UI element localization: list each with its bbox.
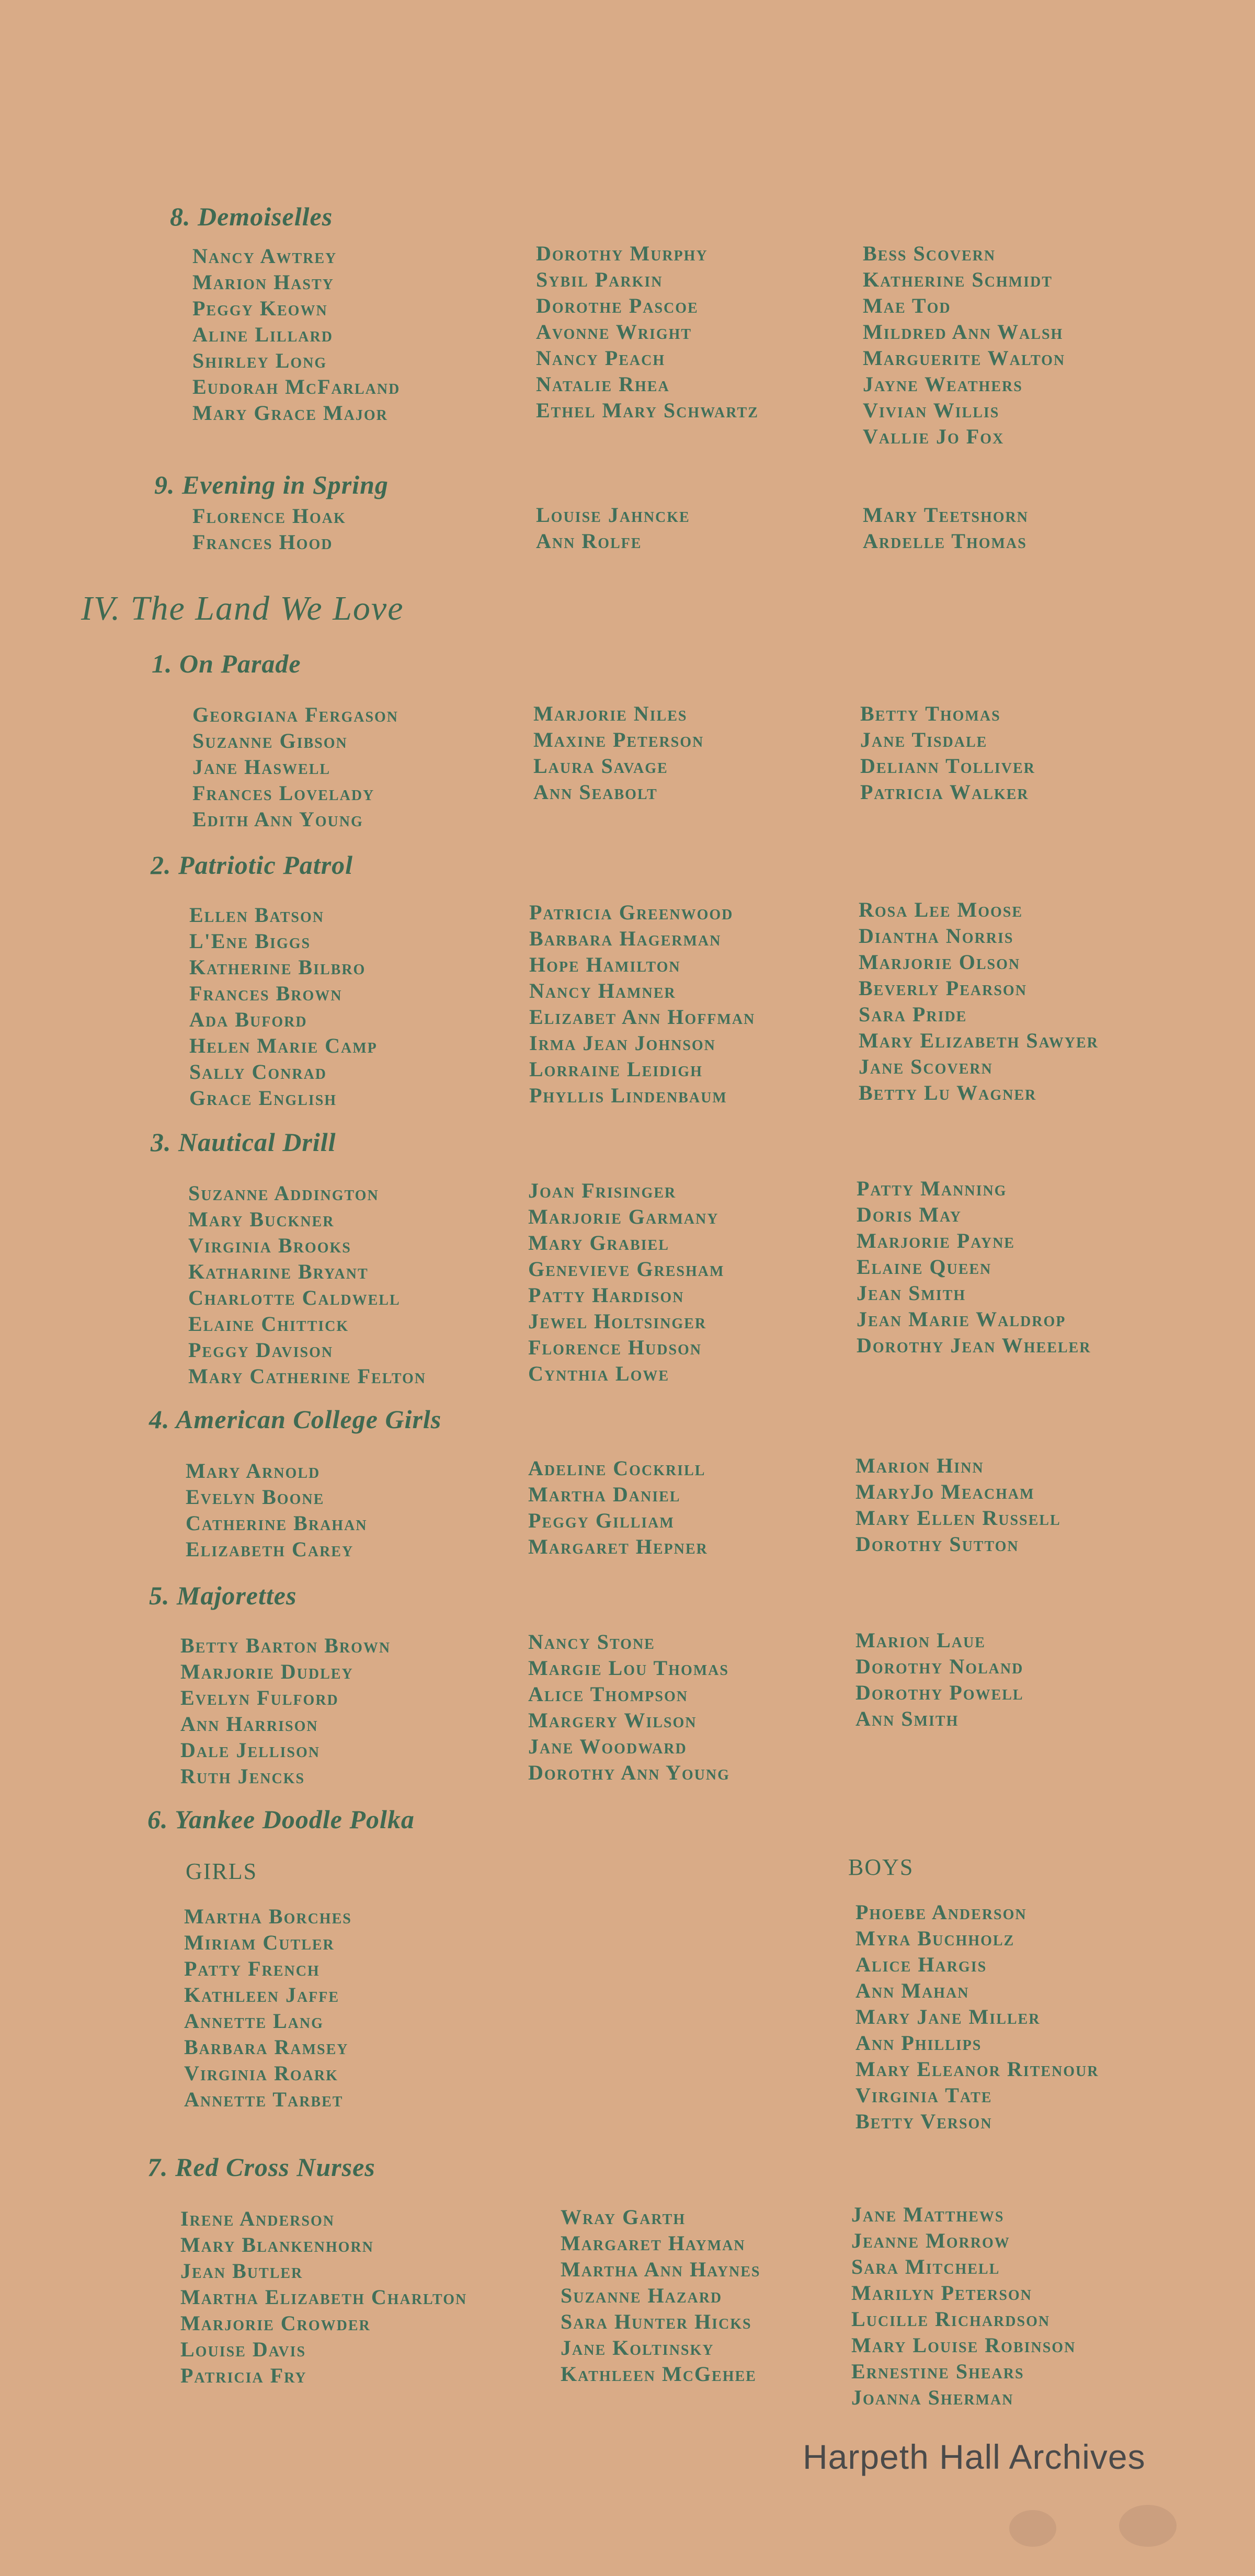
demoiselles-column-3 bbox=[863, 241, 1065, 450]
nautical-drill-column-2 bbox=[528, 1178, 724, 1387]
performer-name: Diantha Norris bbox=[859, 924, 1014, 948]
performer-name: Suzanne Addington bbox=[188, 1181, 379, 1205]
performer-name: Katherine Schmidt bbox=[863, 268, 1053, 291]
performer-name: Annette Lang bbox=[184, 2009, 324, 2033]
performer-name: Patty Manning bbox=[857, 1177, 1007, 1200]
performer-name: Marion Laue bbox=[855, 1628, 986, 1652]
performer-name: Grace English bbox=[189, 1086, 337, 1110]
performer-name: Patty French bbox=[184, 1957, 320, 1980]
performer-name: Frances Hood bbox=[192, 530, 333, 554]
majorettes-column-2 bbox=[528, 1629, 730, 1786]
performer-name: Martha Daniel bbox=[528, 1483, 681, 1506]
performer-name: Barbara Ramsey bbox=[184, 2035, 349, 2059]
performer-name: Nancy Peach bbox=[536, 346, 666, 370]
performer-name: Eudorah McFarland bbox=[192, 375, 401, 398]
performer-name: Mae Tod bbox=[863, 294, 951, 317]
red-cross-nurses-column-1 bbox=[180, 2206, 467, 2389]
performer-name: Natalie Rhea bbox=[536, 372, 670, 396]
section-title-american-college-girls: 4. American College Girls bbox=[149, 1405, 442, 1434]
performer-name: Margery Wilson bbox=[528, 1708, 697, 1732]
performer-name: Lorraine Leidigh bbox=[529, 1057, 703, 1081]
section-title-majorettes: 5. Majorettes bbox=[149, 1581, 297, 1610]
performer-name: Evelyn Fulford bbox=[180, 1686, 339, 1709]
performer-name: Georgiana Fergason bbox=[192, 703, 399, 726]
performer-name: Katherine Bilbro bbox=[189, 955, 366, 979]
performer-name: Dorothy Sutton bbox=[855, 1532, 1019, 1556]
performer-name: Mary Eleanor Ritenour bbox=[855, 2057, 1099, 2081]
performer-name: Jane Scovern bbox=[859, 1055, 993, 1078]
performer-name: Ann Mahan bbox=[855, 1979, 969, 2002]
performer-name: Irene Anderson bbox=[180, 2207, 335, 2230]
performer-name: Sara Hunter Hicks bbox=[561, 2310, 752, 2333]
performer-name: Jane Matthews bbox=[851, 2203, 1005, 2226]
performer-name: Marilyn Peterson bbox=[851, 2281, 1032, 2305]
performer-name: Ann Seabolt bbox=[533, 780, 658, 804]
performer-name: Peggy Gilliam bbox=[528, 1509, 675, 1532]
demoiselles-column-1 bbox=[192, 243, 400, 426]
performer-name: Frances Lovelady bbox=[192, 781, 375, 805]
performer-name: Ann Rolfe bbox=[536, 529, 642, 553]
performer-name: Betty Barton Brown bbox=[180, 1634, 391, 1657]
performer-name: Mary Ellen Russell bbox=[855, 1506, 1061, 1530]
performer-name: Kathleen Jaffe bbox=[184, 1983, 340, 2007]
majorettes-column-3 bbox=[855, 1627, 1024, 1732]
red-cross-nurses-column-3 bbox=[851, 2202, 1076, 2411]
american-college-girls-column-1 bbox=[186, 1458, 368, 1563]
performer-name: Elaine Queen bbox=[857, 1255, 992, 1279]
performer-name: Mary Grabiel bbox=[528, 1231, 669, 1255]
performer-name: Rosa Lee Moose bbox=[859, 898, 1023, 921]
performer-name: Jane Woodward bbox=[528, 1735, 687, 1758]
performer-name: Margaret Hepner bbox=[528, 1535, 708, 1558]
performer-name: Frances Brown bbox=[189, 982, 343, 1005]
performer-name: Jayne Weathers bbox=[863, 372, 1023, 396]
patriotic-patrol-column-1 bbox=[189, 902, 378, 1111]
performer-name: Louise Davis bbox=[180, 2338, 306, 2361]
performer-name: Mary Jane Miller bbox=[855, 2005, 1041, 2028]
performer-name: Louise Jahncke bbox=[536, 503, 690, 527]
performer-name: Vivian Willis bbox=[863, 398, 1000, 422]
section-title-red-cross-nurses: 7. Red Cross Nurses bbox=[147, 2152, 375, 2182]
evening-in-spring-column-3 bbox=[863, 502, 1029, 554]
performer-name: Peggy Davison bbox=[188, 1338, 334, 1362]
on-parade-column-1 bbox=[192, 702, 398, 833]
performer-name: Florence Hudson bbox=[528, 1336, 702, 1359]
performer-name: Maxine Peterson bbox=[533, 728, 704, 751]
performer-name: Vallie Jo Fox bbox=[863, 425, 1005, 448]
paper-stain bbox=[1119, 2505, 1177, 2547]
performer-name: Ardelle Thomas bbox=[863, 529, 1027, 553]
performer-name: Jane Koltinsky bbox=[561, 2336, 714, 2360]
performer-name: Hope Hamilton bbox=[529, 953, 681, 976]
archive-watermark: Harpeth Hall Archives bbox=[803, 2437, 1146, 2476]
performer-name: Mary Catherine Felton bbox=[188, 1364, 426, 1388]
performer-name: Deliann Tolliver bbox=[860, 754, 1035, 778]
performer-name: Beverly Pearson bbox=[859, 976, 1027, 1000]
performer-name: Suzanne Gibson bbox=[192, 729, 348, 753]
on-parade-column-3 bbox=[860, 701, 1035, 805]
boys-label: BOYS bbox=[848, 1854, 914, 1880]
yankee-doodle-boys-column bbox=[855, 1899, 1099, 2135]
performer-name: Marjorie Dudley bbox=[180, 1660, 353, 1683]
performer-name: Mary Grace Major bbox=[192, 401, 388, 425]
performer-name: Barbara Hagerman bbox=[529, 927, 722, 950]
performer-name: Charlotte Caldwell bbox=[188, 1286, 401, 1309]
performer-name: Dorothy Noland bbox=[855, 1655, 1024, 1678]
performer-name: Dorothy Murphy bbox=[536, 242, 708, 265]
performer-name: Martha Borches bbox=[184, 1905, 352, 1928]
performer-name: Jane Haswell bbox=[192, 755, 331, 779]
section-title-yankee-doodle-polka: 6. Yankee Doodle Polka bbox=[147, 1805, 415, 1834]
performer-name: L'Ene Biggs bbox=[189, 929, 311, 953]
patriotic-patrol-column-3 bbox=[859, 897, 1099, 1106]
performer-name: Wray Garth bbox=[561, 2205, 686, 2229]
performer-name: Lucille Richardson bbox=[851, 2307, 1051, 2331]
performer-name: Joanna Sherman bbox=[851, 2386, 1014, 2409]
performer-name: Jewel Holtsinger bbox=[528, 1309, 707, 1333]
section-title-on-parade: 1. On Parade bbox=[152, 649, 301, 678]
performer-name: Marjorie Crowder bbox=[180, 2311, 371, 2335]
on-parade-column-2 bbox=[533, 701, 704, 805]
nautical-drill-column-3 bbox=[857, 1176, 1091, 1359]
performer-name: Shirley Long bbox=[192, 349, 327, 372]
performer-name: Elizabet Ann Hoffman bbox=[529, 1005, 756, 1029]
section-title-nautical-drill: 3. Nautical Drill bbox=[151, 1127, 336, 1157]
section-title-evening-in-spring: 9. Evening in Spring bbox=[154, 470, 389, 499]
red-cross-nurses-column-2 bbox=[561, 2204, 760, 2387]
performer-name: Alice Hargis bbox=[855, 1953, 987, 1976]
performer-name: Alice Thompson bbox=[528, 1682, 688, 1706]
performer-name: Betty Thomas bbox=[860, 702, 1001, 725]
performer-name: Mary Louise Robinson bbox=[851, 2333, 1076, 2357]
performer-name: MaryJo Meacham bbox=[855, 1480, 1035, 1503]
performer-name: Mary Blankenhorn bbox=[180, 2233, 374, 2256]
performer-name: Nancy Stone bbox=[528, 1630, 655, 1654]
performer-name: Marion Hinn bbox=[855, 1454, 984, 1477]
performer-name: Mildred Ann Walsh bbox=[863, 320, 1064, 344]
performer-name: Mary Teetshorn bbox=[863, 503, 1029, 527]
evening-in-spring-column-2 bbox=[536, 502, 690, 554]
performer-name: Jean Marie Waldrop bbox=[857, 1307, 1066, 1331]
performer-name: Helen Marie Camp bbox=[189, 1034, 378, 1057]
performer-name: Elaine Chittick bbox=[188, 1312, 349, 1336]
nautical-drill-column-1 bbox=[188, 1180, 426, 1389]
performer-name: Marion Hasty bbox=[192, 270, 334, 294]
performer-name: Jane Tisdale bbox=[860, 728, 988, 751]
performer-name: Dale Jellison bbox=[180, 1738, 320, 1762]
performer-name: Ann Smith bbox=[855, 1707, 959, 1730]
performer-name: Patty Hardison bbox=[528, 1283, 684, 1307]
performer-name: Dorothy Ann Young bbox=[528, 1761, 730, 1784]
performer-name: Genevieve Gresham bbox=[528, 1257, 725, 1281]
performer-name: Adeline Cockrill bbox=[528, 1456, 706, 1480]
performer-name: Patricia Greenwood bbox=[529, 901, 734, 924]
performer-name: Martha Ann Haynes bbox=[561, 2258, 761, 2281]
performer-name: Irma Jean Johnson bbox=[529, 1031, 716, 1055]
performer-name: Dorothy Jean Wheeler bbox=[857, 1333, 1091, 1357]
section-title-patriotic-patrol: 2. Patriotic Patrol bbox=[151, 850, 353, 880]
performer-name: Catherine Brahan bbox=[186, 1511, 368, 1535]
performer-name: Sara Pride bbox=[859, 1002, 967, 1026]
performer-name: Peggy Keown bbox=[192, 297, 328, 320]
performer-name: Nancy Awtrey bbox=[192, 244, 337, 268]
performer-name: Katharine Bryant bbox=[188, 1260, 369, 1283]
performer-name: Dorothe Pascoe bbox=[536, 294, 699, 317]
performer-name: Sara Mitchell bbox=[851, 2255, 1000, 2278]
american-college-girls-column-2 bbox=[528, 1455, 708, 1560]
performer-name: Marguerite Walton bbox=[863, 346, 1066, 370]
performer-name: Betty Lu Wagner bbox=[859, 1081, 1037, 1104]
performer-name: Martha Elizabeth Charlton bbox=[180, 2285, 467, 2309]
evening-in-spring-column-1 bbox=[192, 503, 346, 555]
performer-name: Avonne Wright bbox=[536, 320, 692, 344]
performer-name: Edith Ann Young bbox=[192, 807, 363, 831]
performer-name: Marjorie Niles bbox=[533, 702, 688, 725]
performer-name: Dorothy Powell bbox=[855, 1681, 1024, 1704]
performer-name: Doris May bbox=[857, 1203, 962, 1226]
part-title: IV. The Land We Love bbox=[81, 589, 404, 628]
demoiselles-column-2 bbox=[536, 241, 759, 424]
performer-name: Sybil Parkin bbox=[536, 268, 663, 291]
performer-name: Betty Verson bbox=[855, 2110, 992, 2133]
performer-name: Jeanne Morrow bbox=[851, 2229, 1010, 2252]
performer-name: Nancy Hamner bbox=[529, 979, 676, 1002]
performer-name: Annette Tarbet bbox=[184, 2088, 344, 2111]
performer-name: Jean Smith bbox=[857, 1281, 966, 1305]
performer-name: Joan Frisinger bbox=[528, 1179, 677, 1202]
performer-name: Evelyn Boone bbox=[186, 1485, 325, 1509]
performer-name: Ann Harrison bbox=[180, 1712, 318, 1736]
performer-name: Jean Butler bbox=[180, 2259, 303, 2283]
performer-name: Patricia Walker bbox=[860, 780, 1029, 804]
performer-name: Miriam Cutler bbox=[184, 1931, 335, 1954]
performer-name: Ethel Mary Schwartz bbox=[536, 398, 759, 422]
performer-name: Margie Lou Thomas bbox=[528, 1656, 729, 1680]
girls-label: GIRLS bbox=[186, 1859, 258, 1884]
performer-name: Florence Hoak bbox=[192, 504, 346, 528]
paper-stain bbox=[1009, 2510, 1056, 2547]
yankee-doodle-girls-column bbox=[184, 1903, 352, 2113]
american-college-girls-column-3 bbox=[855, 1453, 1061, 1557]
performer-name: Ann Phillips bbox=[855, 2031, 982, 2055]
performer-name: Laura Savage bbox=[533, 754, 668, 778]
performer-name: Virginia Tate bbox=[855, 2083, 992, 2107]
patriotic-patrol-column-2 bbox=[529, 899, 755, 1109]
performer-name: Mary Buckner bbox=[188, 1207, 335, 1231]
performer-name: Margaret Hayman bbox=[561, 2231, 746, 2255]
majorettes-column-1 bbox=[180, 1633, 391, 1789]
performer-name: Mary Arnold bbox=[186, 1459, 321, 1483]
performer-name: Kathleen McGehee bbox=[561, 2362, 757, 2386]
performer-name: Phyllis Lindenbaum bbox=[529, 1084, 727, 1107]
performer-name: Aline Lillard bbox=[192, 323, 333, 346]
performer-name: Myra Buchholz bbox=[855, 1927, 1015, 1950]
performer-name: Virginia Roark bbox=[184, 2061, 338, 2085]
performer-name: Ellen Batson bbox=[189, 903, 324, 927]
performer-name: Elizabeth Carey bbox=[186, 1537, 354, 1561]
performer-name: Sally Conrad bbox=[189, 1060, 327, 1084]
performer-name: Phoebe Anderson bbox=[855, 1900, 1027, 1924]
performer-name: Marjorie Olson bbox=[859, 950, 1021, 974]
performer-name: Bess Scovern bbox=[863, 242, 996, 265]
performer-name: Suzanne Hazard bbox=[561, 2284, 723, 2307]
performer-name: Marjorie Garmany bbox=[528, 1205, 719, 1228]
performer-name: Virginia Brooks bbox=[188, 1234, 351, 1257]
performer-name: Ruth Jencks bbox=[180, 1764, 305, 1788]
performer-name: Ernestine Shears bbox=[851, 2360, 1024, 2383]
section-title-demoiselles: 8. Demoiselles bbox=[170, 202, 333, 231]
performer-name: Marjorie Payne bbox=[857, 1229, 1015, 1252]
performer-name: Patricia Fry bbox=[180, 2364, 307, 2387]
performer-name: Cynthia Lowe bbox=[528, 1362, 670, 1385]
performer-name: Ada Buford bbox=[189, 1008, 307, 1031]
performer-name: Mary Elizabeth Sawyer bbox=[859, 1029, 1099, 1052]
